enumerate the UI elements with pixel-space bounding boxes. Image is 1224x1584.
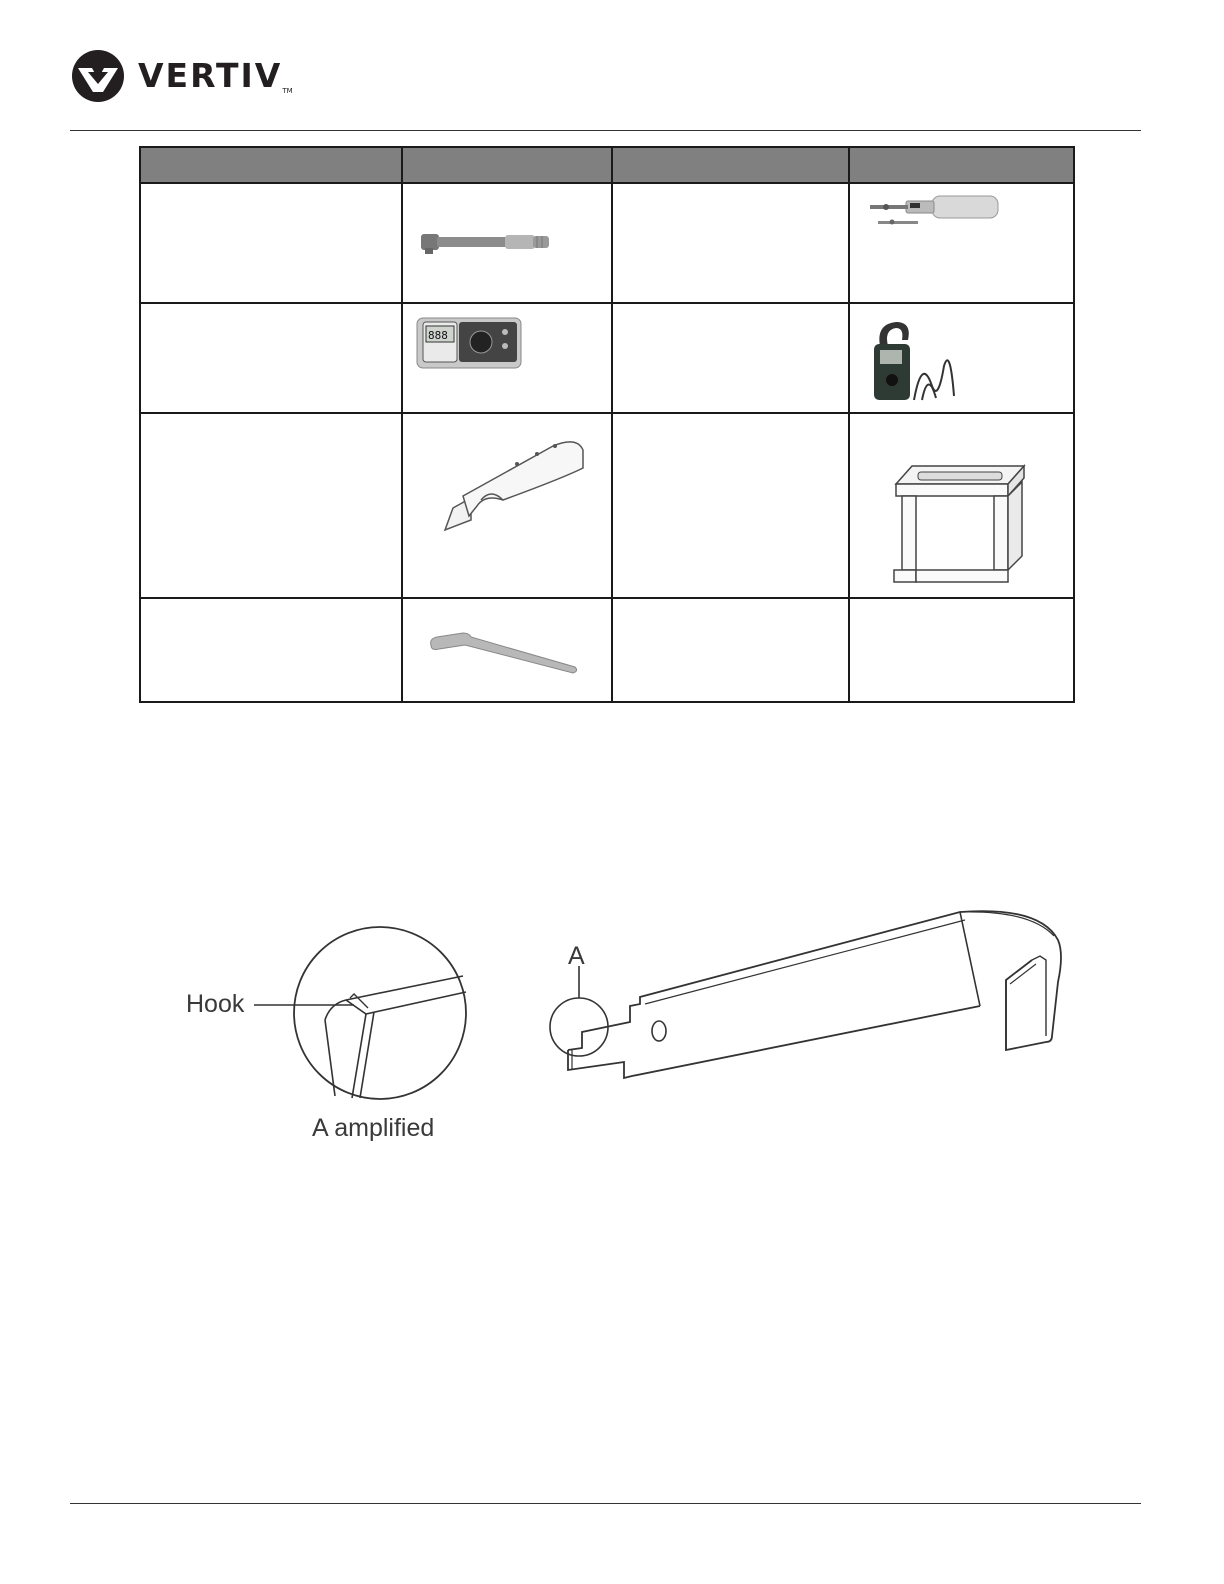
table-header-cell xyxy=(849,147,1074,183)
tool-name-cell xyxy=(140,598,402,702)
tool-name-cell xyxy=(140,183,402,303)
tool-image-cell xyxy=(402,598,612,702)
table-row xyxy=(140,303,1074,413)
table-header-cell xyxy=(402,147,612,183)
table-header-cell xyxy=(140,147,402,183)
hook-bracket-diagram xyxy=(170,900,1070,1160)
tools-table xyxy=(139,146,1075,703)
hex-key-icon xyxy=(425,625,585,675)
tool-name-cell xyxy=(612,303,849,413)
tool-image-cell xyxy=(849,303,1074,413)
footer-rule xyxy=(70,1503,1141,1504)
multimeter-icon xyxy=(415,316,525,372)
vertiv-logo xyxy=(70,48,330,104)
detail-label: A amplified xyxy=(312,1114,435,1142)
table-row xyxy=(140,598,1074,702)
hook-bracket-figure xyxy=(170,900,1070,1160)
tool-image-cell xyxy=(849,183,1074,303)
utility-knife-icon xyxy=(433,428,593,538)
tool-name-cell xyxy=(612,183,849,303)
table-header-cell xyxy=(612,147,849,183)
bracket-fixture-icon xyxy=(890,458,1030,588)
torque-wrench-icon xyxy=(417,220,567,260)
tool-name-cell xyxy=(140,413,402,598)
trademark: TM xyxy=(282,87,293,95)
tool-name-cell xyxy=(612,598,849,702)
table-header-row xyxy=(140,147,1074,183)
tool-image-cell xyxy=(849,598,1074,702)
header-rule xyxy=(70,130,1141,131)
svg-text:888: 888 xyxy=(428,329,448,342)
hook-label: Hook xyxy=(186,990,245,1018)
vertiv-logo-mark-icon xyxy=(70,48,126,104)
clamp-meter-icon xyxy=(866,316,966,406)
tool-image-cell xyxy=(402,413,612,598)
tool-image-cell xyxy=(849,413,1074,598)
callout-label: A xyxy=(568,942,585,970)
tool-image-cell xyxy=(402,183,612,303)
torque-screwdriver-icon xyxy=(864,192,1004,232)
tool-name-cell xyxy=(612,413,849,598)
table-row xyxy=(140,183,1074,303)
tool-image-cell xyxy=(402,303,612,413)
table-row xyxy=(140,413,1074,598)
brand-name: VERTIVTM xyxy=(138,56,293,95)
tool-name-cell xyxy=(140,303,402,413)
